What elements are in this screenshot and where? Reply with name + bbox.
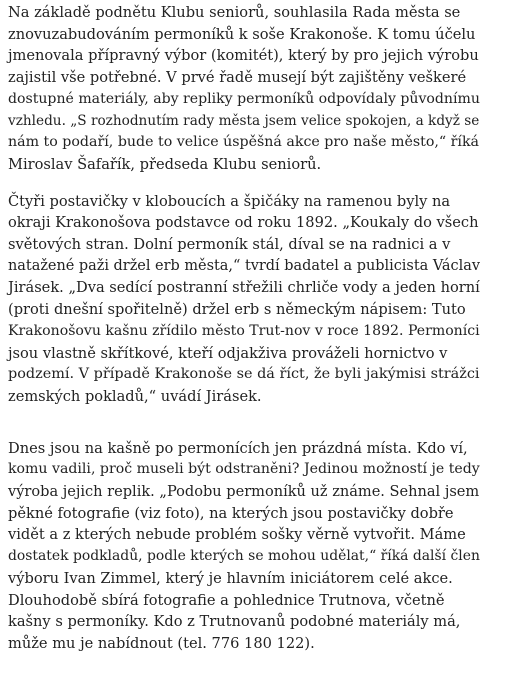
paragraph-spacer [8, 408, 480, 438]
text-line: podzemí. V případě Krakonoše se dá říct, že byli jakýmisi strážci [8, 366, 480, 383]
text-line: nám to podaří, bude to velice úspěšná akce pro naše město,“ říká [8, 134, 480, 151]
text-line: vidět a z kterých nebude problém sošky věrně vytvořit. Máme [8, 526, 466, 544]
paragraph-club-initiative [8, 2, 480, 176]
text-line: kašny s permoníky. Kdo z Trutnovanů podobné materiály má, [8, 613, 461, 631]
text-line: natažené paži držel erb města,“ tvrdí badatel a publicista Václav [8, 257, 481, 274]
text-line: Na základě podnětu Klubu seniorů, souhlasila Rada města se [8, 4, 461, 21]
text-line: Miroslav Šafařík, předseda Klubu seniorů. [8, 155, 322, 173]
text-line: Dnes jsou na kašně po permonících jen prázdná místa. Kdo ví, [8, 439, 468, 457]
text-line: Čtyři postavičky v kloboucích a špičáky na ramenou byly na [8, 192, 451, 210]
paragraph-replicas [8, 438, 480, 655]
text-line: dostatek podkladů, podle kterých se mohou udělat,“ říká další člen [8, 548, 480, 565]
text-line: může mu je nabídnout (tel. 776 180 122). [8, 634, 315, 652]
text-line: jsou vlastně skřítkové, kteří odjakživa prováželi hornictvo v [8, 344, 448, 362]
text-line: okraji Krakonošova podstavce od roku 1892. „Koukaly do všech [8, 214, 479, 232]
article-body [8, 2, 480, 655]
paragraph-history [8, 191, 480, 408]
text-line: zemských pokladů,“ uvádí Jirásek. [8, 387, 262, 405]
text-line: zajistil vše potřebné. V prvé řadě musejí být zajištěny veškeré [8, 69, 467, 87]
text-line: (proti dnešní spořitelně) držel erb s německým nápisem: Tuto [8, 301, 466, 319]
text-line: Krakonošovu kašnu zřídilo město Trut-nov v roce 1892. Permoníci [8, 322, 480, 339]
text-line: komu vadili, proč museli být odstraněni? Jedinou možností je tedy [8, 461, 480, 478]
text-line: výroba jejich replik. „Podobu permoníků už známe. Sehnal jsem [8, 483, 480, 501]
text-line: znovuzabudováním permoníků k soše Krakonoše. K tomu účelu [8, 25, 476, 43]
text-line: světových stran. Dolní permoník stál, díval se na radnici a v [8, 236, 451, 254]
text-line: dostupné materiály, aby repliky permoníků odpovídaly původnímu [8, 90, 480, 107]
text-line: výboru Ivan Zimmel, který je hlavním iniciátorem celé akce. [8, 569, 453, 587]
text-line: jmenovala přípravný výbor (komitét), který by pro jejich výrobu [8, 47, 479, 65]
text-line: Jirásek. „Dva sedící postranní střežili chrliče vody a jeden horní [8, 279, 480, 297]
paragraph-spacer [8, 176, 480, 191]
text-line: Dlouhodobě sbírá fotografie a pohlednice Trutnova, včetně [8, 591, 445, 609]
text-line: vzhledu. „S rozhodnutím rady města jsem velice spokojen, a když se [8, 112, 480, 129]
text-line: pěkné fotografie (viz foto), na kterých jsou postavičky dobře [8, 504, 454, 522]
